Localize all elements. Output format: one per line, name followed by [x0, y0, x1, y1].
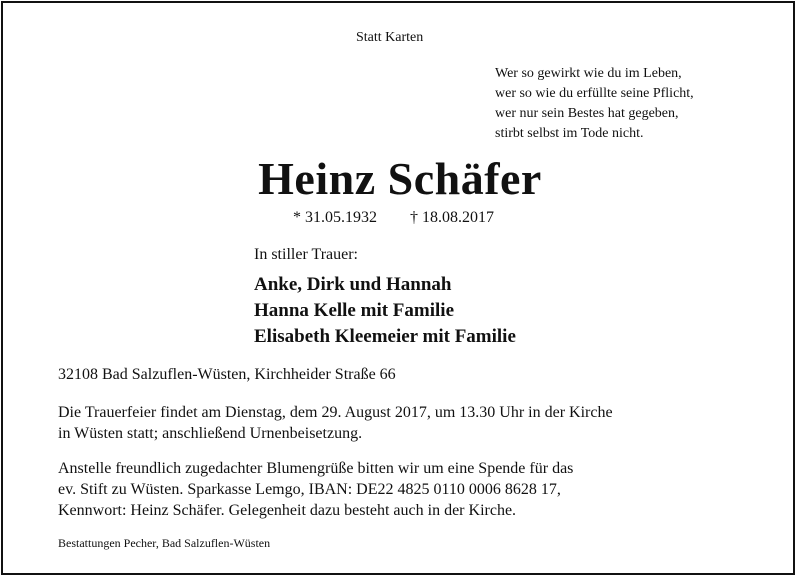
donation-line: Anstelle freundlich zugedachter Blumengrüße bitten wir um eine Spende für das	[58, 460, 574, 477]
ceremony-line: in Wüsten statt; anschließend Urnenbeisetzung.	[58, 425, 363, 442]
death-date: † 18.08.2017	[410, 209, 494, 226]
funeral-home-credit: Bestattungen Pecher, Bad Salzuflen-Wüsten	[58, 536, 271, 550]
poem-line: stirbt selbst im Tode nicht.	[495, 126, 644, 141]
donation-line: Kennwort: Heinz Schäfer. Gelegenheit dazu besteht auch in der Kirche.	[58, 502, 517, 519]
poem	[495, 64, 694, 144]
ceremony-paragraph	[58, 402, 613, 444]
poem-line: wer so wie du erfüllte seine Pflicht,	[495, 86, 694, 101]
poem-line: Wer so gewirkt wie du im Leben,	[495, 66, 682, 81]
family-address: 32108 Bad Salzuflen-Wüsten, Kirchheider Straße 66	[58, 366, 396, 383]
birth-date: * 31.05.1932	[293, 209, 377, 226]
deceased-name: Heinz Schäfer	[258, 153, 542, 204]
statt-karten-label: Statt Karten	[356, 30, 424, 45]
donation-paragraph	[58, 458, 573, 521]
mourners-list	[254, 272, 516, 350]
mourner-name: Hanna Kelle mit Familie	[254, 300, 455, 321]
donation-line: ev. Stift zu Wüsten. Sparkasse Lemgo, IBAN: DE22 4825 0110 0006 8628 17,	[58, 481, 561, 498]
mourner-name: Elisabeth Kleemeier mit Familie	[254, 326, 516, 347]
mourner-name: Anke, Dirk und Hannah	[254, 274, 452, 295]
poem-line: wer nur sein Bestes hat gegeben,	[495, 106, 679, 121]
ceremony-line: Die Trauerfeier findet am Dienstag, dem 29. August 2017, um 13.30 Uhr in der Kirche	[58, 404, 613, 421]
mourning-intro: In stiller Trauer:	[254, 246, 358, 263]
